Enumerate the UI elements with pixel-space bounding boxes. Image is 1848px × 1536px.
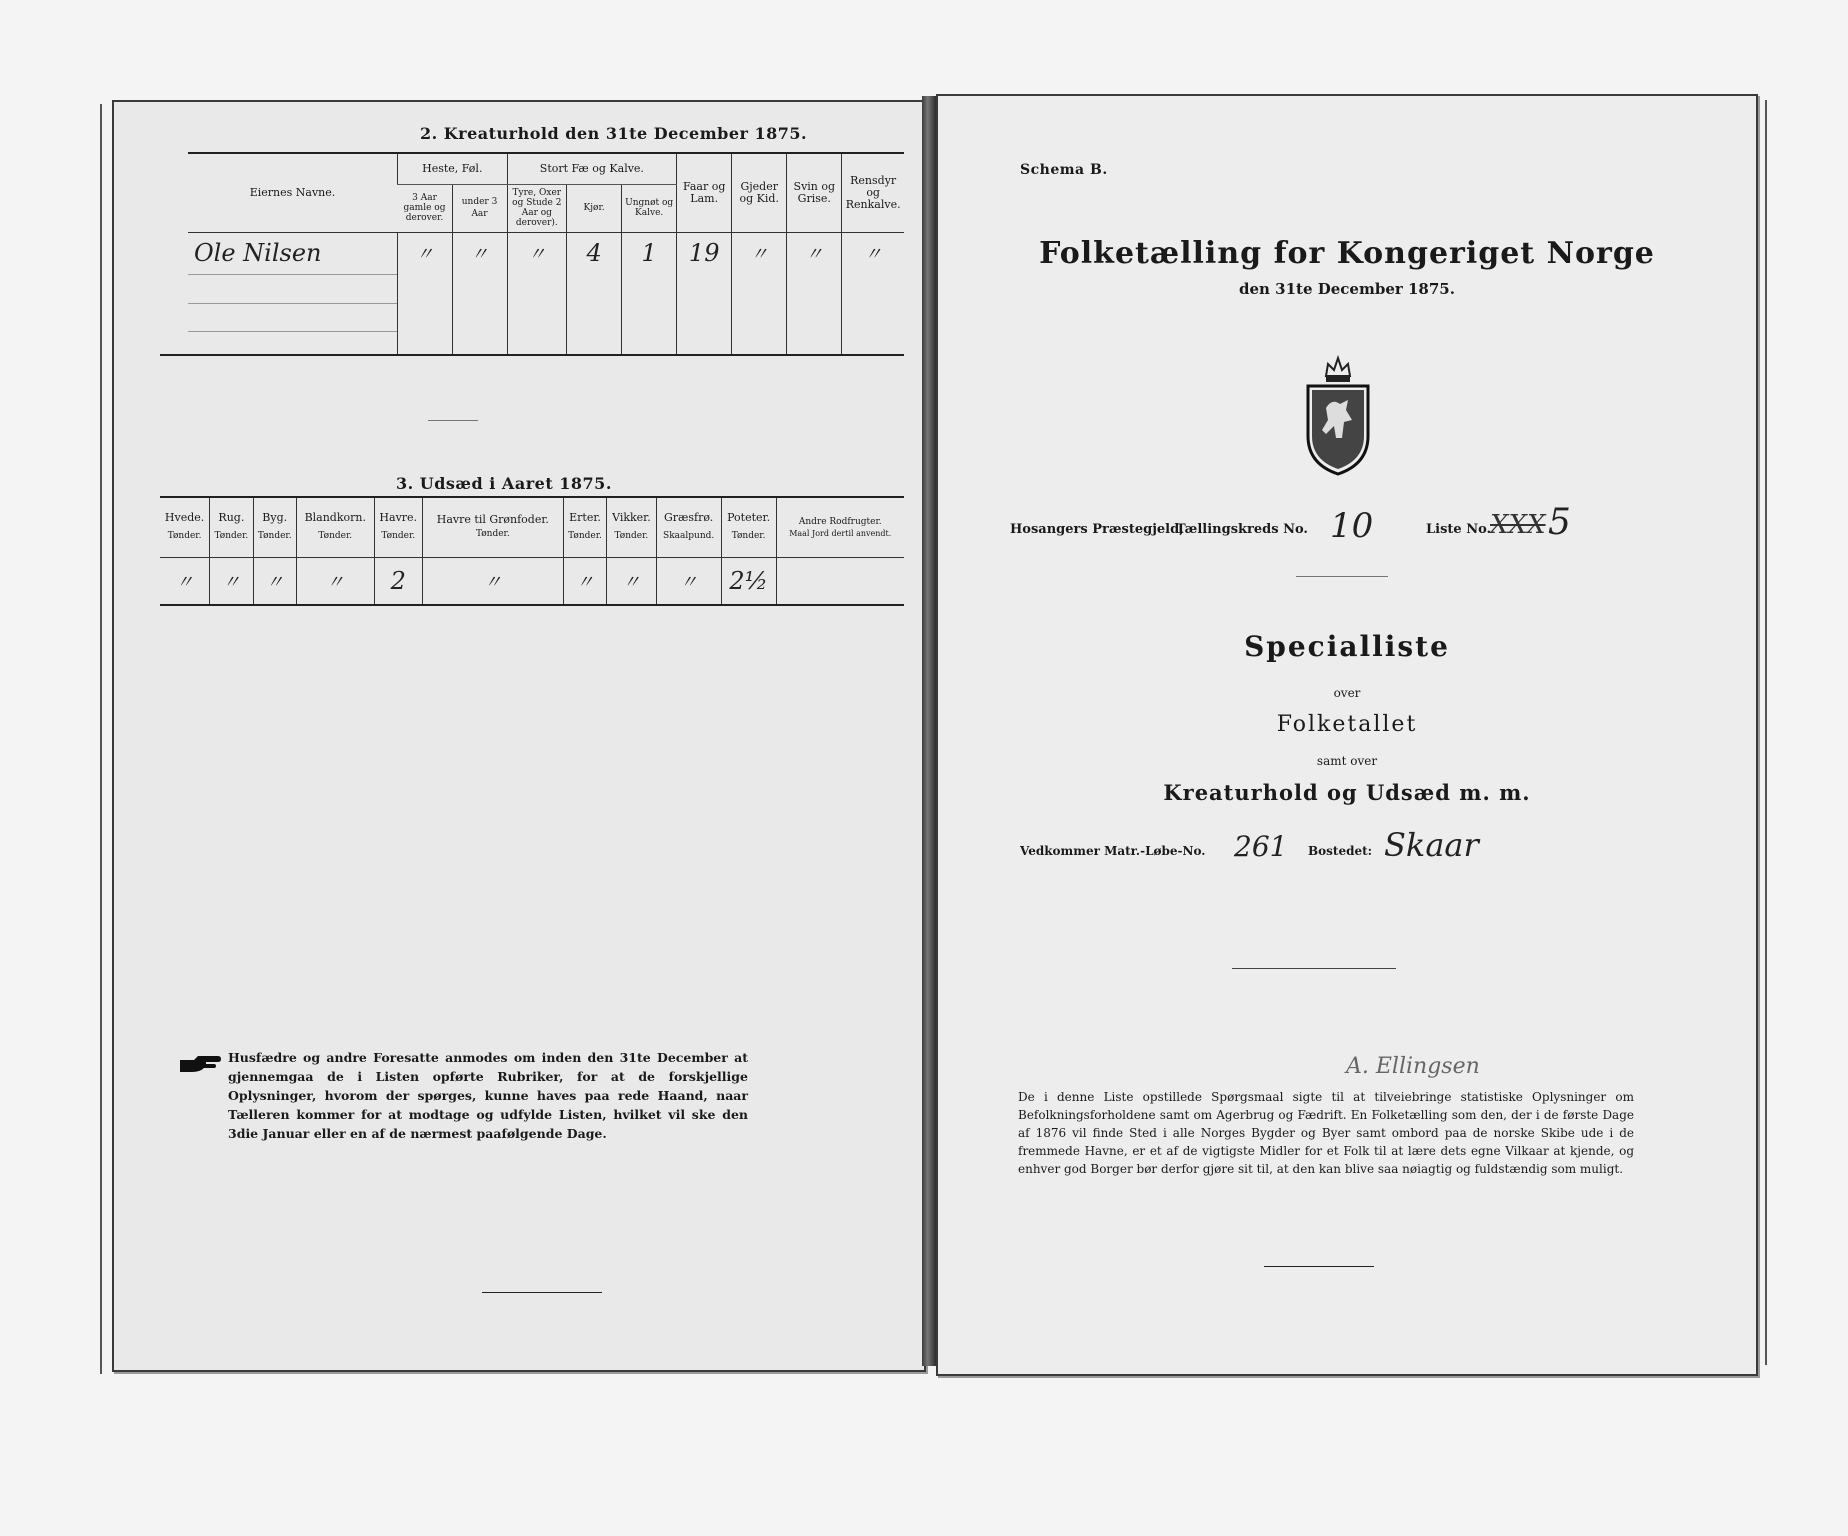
schema-label: Schema B. bbox=[1020, 162, 1108, 178]
stort-fae-header: Stort Fæ og Kalve. bbox=[507, 154, 677, 184]
bostedet-value: Skaar bbox=[1384, 826, 1479, 864]
seed-col-unit: Tønder. bbox=[731, 531, 766, 542]
seed-col-unit: Tønder. bbox=[318, 531, 353, 542]
svin-header: Svin og Grise. bbox=[787, 154, 842, 232]
seed-col-label: Blandkorn. bbox=[304, 511, 366, 525]
rule-bottom bbox=[160, 354, 904, 356]
samt-over: samt over bbox=[1316, 754, 1378, 768]
seed-col-label: Byg. bbox=[262, 511, 288, 525]
matr-label: Vedkommer Matr.-Løbe-No. bbox=[1020, 844, 1206, 858]
heste-under-header: under 3 Aar bbox=[452, 184, 507, 232]
seed-val-9: 2½ bbox=[721, 557, 776, 604]
seed-table bbox=[160, 498, 904, 604]
heste-header: Heste, Føl. bbox=[398, 154, 508, 184]
coat-of-arms-icon bbox=[1298, 346, 1378, 476]
rule-lower bbox=[1232, 968, 1396, 969]
seed-head-7 bbox=[607, 498, 656, 557]
seed-val-7: 〃 bbox=[607, 557, 656, 604]
owner-header: Eiernes Navne. bbox=[249, 185, 336, 199]
seed-val-6: 〃 bbox=[563, 557, 606, 604]
seed-head-3 bbox=[296, 498, 374, 557]
owner-name: Ole Nilsen bbox=[194, 239, 322, 267]
seed-head-8 bbox=[656, 498, 721, 557]
pointing-hand-icon bbox=[178, 1054, 222, 1074]
seed-head-10 bbox=[776, 498, 904, 557]
specialliste-title: Specialliste bbox=[1244, 630, 1450, 663]
book-spine bbox=[922, 96, 936, 1366]
seed-head-5 bbox=[422, 498, 563, 557]
livestock-table bbox=[188, 154, 904, 354]
footnote-text: De i denne Liste opstillede Spørgsmaal sigte til at tilveiebringe statistiske Oplysninger om Befolkningsforholdene samt om Agerbrug og Fædrift. En Folketælling som den, der i de første Dage af 1876 vil finde Sted i alle Norges Bygder og Byer samt ombord paa de norske Skibe ude i de fremmede Havne, er et af de vigtigste Midler for et Folk til at lære dets egne Vilkaar at kjende, og enhver god Borger bør derfor gjøre sit til, at den kan blive saa nøiagtig og fuldstændig som muligt. bbox=[1018, 1090, 1634, 1176]
section2-title: 2. Kreaturhold den 31te December 1875. bbox=[420, 124, 808, 143]
cell-rensdyr: 〃 bbox=[842, 232, 904, 274]
folketallet: Folketallet bbox=[1276, 712, 1418, 737]
cell-gjeder: 〃 bbox=[732, 232, 787, 274]
seed-val-8: 〃 bbox=[656, 557, 721, 604]
heste-3aar-header: 3 Aar gamle og derover. bbox=[403, 193, 446, 223]
notice-text: Husfædre og andre Foresatte anmodes om inden den 31te December at gjennemgaa de i Listen opførte Rubriker, for at de forskjellige Oplysninger, hvorom der spørges, kunne haves paa rede Haand, naar Tælleren kommer for at modtage og udfylde Listen, hvilket vil ske den 3die Januar eller en af de nærmest paafølgende Dage. bbox=[228, 1050, 748, 1141]
seed-col-unit: Tønder. bbox=[257, 531, 292, 542]
kreaturhold-title: Kreaturhold og Udsæd m. m. bbox=[1163, 780, 1531, 805]
cell-ungnot: 1 bbox=[622, 232, 677, 274]
tyre-header: Tyre, Oxer og Stude 2 Aar og derover). bbox=[507, 184, 567, 232]
kjer-header: Kjør. bbox=[567, 184, 622, 232]
seed-val-5: 〃 bbox=[422, 557, 563, 604]
left-page bbox=[112, 100, 926, 1372]
cell-heste-under: 〃 bbox=[452, 232, 507, 274]
seed-val-10 bbox=[776, 557, 904, 604]
cell-heste-3aar: 〃 bbox=[398, 232, 452, 274]
gjeder-header: Gjeder og Kid. bbox=[732, 154, 787, 232]
prestegjeld: Hosangers Præstegjeld, bbox=[1010, 522, 1184, 537]
seed-val-0: 〃 bbox=[175, 571, 194, 593]
seed-col-unit: Tønder. bbox=[475, 529, 510, 540]
seed-col-label: Erter. bbox=[569, 511, 601, 525]
cell-svin: 〃 bbox=[787, 232, 842, 274]
cell-faar: 19 bbox=[677, 232, 732, 274]
faar-header: Faar og Lam. bbox=[677, 154, 732, 232]
empty-row bbox=[188, 274, 398, 354]
bottom-rule bbox=[482, 1292, 602, 1293]
over-1: over bbox=[1333, 686, 1361, 700]
ungnot-header: Ungnøt og Kalve. bbox=[622, 184, 677, 232]
seed-col-unit: Tønder. bbox=[568, 531, 602, 542]
seed-col-label: Havre til Grønfoder. bbox=[436, 513, 549, 527]
rensdyr-header: Rensdyr og Renkalve. bbox=[842, 154, 904, 232]
section3-title: 3. Udsæd i Aaret 1875. bbox=[396, 474, 612, 493]
main-title: Folketælling for Kongeriget Norge bbox=[1039, 236, 1655, 271]
seed-val-2: 〃 bbox=[253, 557, 296, 604]
matr-value: 261 bbox=[1234, 830, 1288, 863]
right-page bbox=[936, 94, 1758, 1376]
seed-col-unit: Tønder. bbox=[214, 531, 249, 542]
seed-col-unit: Maal Jord dertil anvendt. bbox=[789, 528, 892, 538]
seed-col-label: Andre Rodfrugter. bbox=[798, 516, 882, 527]
seed-head-4 bbox=[374, 498, 422, 557]
seed-col-label: Rug. bbox=[218, 511, 245, 525]
seed-val-4: 2 bbox=[374, 557, 422, 604]
seed-col-label: Havre. bbox=[379, 511, 418, 525]
seed-head-0 bbox=[160, 498, 210, 557]
seed-col-unit: Skaalpund. bbox=[663, 531, 715, 542]
seed-rule-bottom bbox=[160, 604, 904, 606]
signature: A. Ellingsen bbox=[1346, 1054, 1480, 1079]
seed-col-label: Græsfrø. bbox=[664, 511, 714, 525]
title-date: den 31te December 1875. bbox=[1239, 280, 1455, 298]
seed-head-2 bbox=[253, 498, 296, 557]
seed-col-label: Vikker. bbox=[612, 511, 651, 525]
seed-col-label: Hvede. bbox=[164, 511, 205, 525]
seed-head-9 bbox=[721, 498, 776, 557]
seed-col-unit: Tønder. bbox=[614, 531, 649, 542]
separator bbox=[428, 420, 478, 421]
liste-struck: XXX bbox=[1490, 510, 1546, 540]
liste-value: 5 bbox=[1548, 502, 1571, 543]
cell-tyre: 〃 bbox=[507, 232, 567, 274]
seed-head-1 bbox=[210, 498, 253, 557]
taellingskreds-value: 10 bbox=[1330, 506, 1374, 546]
seed-col-unit: Tønder. bbox=[381, 531, 416, 542]
bostedet-label: Bostedet: bbox=[1308, 844, 1373, 858]
seed-val-3: 〃 bbox=[296, 557, 374, 604]
liste-label: Liste No. bbox=[1426, 522, 1492, 537]
seed-val-1: 〃 bbox=[210, 557, 253, 604]
rule-end bbox=[1264, 1266, 1374, 1267]
seed-col-label: Poteter. bbox=[727, 511, 771, 525]
cell-kjer: 4 bbox=[567, 232, 622, 274]
seed-col-unit: Tønder. bbox=[167, 531, 202, 542]
taellingskreds-label: Tællingskreds No. bbox=[1176, 522, 1308, 537]
rule-mid bbox=[1296, 576, 1388, 577]
seed-head-6 bbox=[563, 498, 606, 557]
